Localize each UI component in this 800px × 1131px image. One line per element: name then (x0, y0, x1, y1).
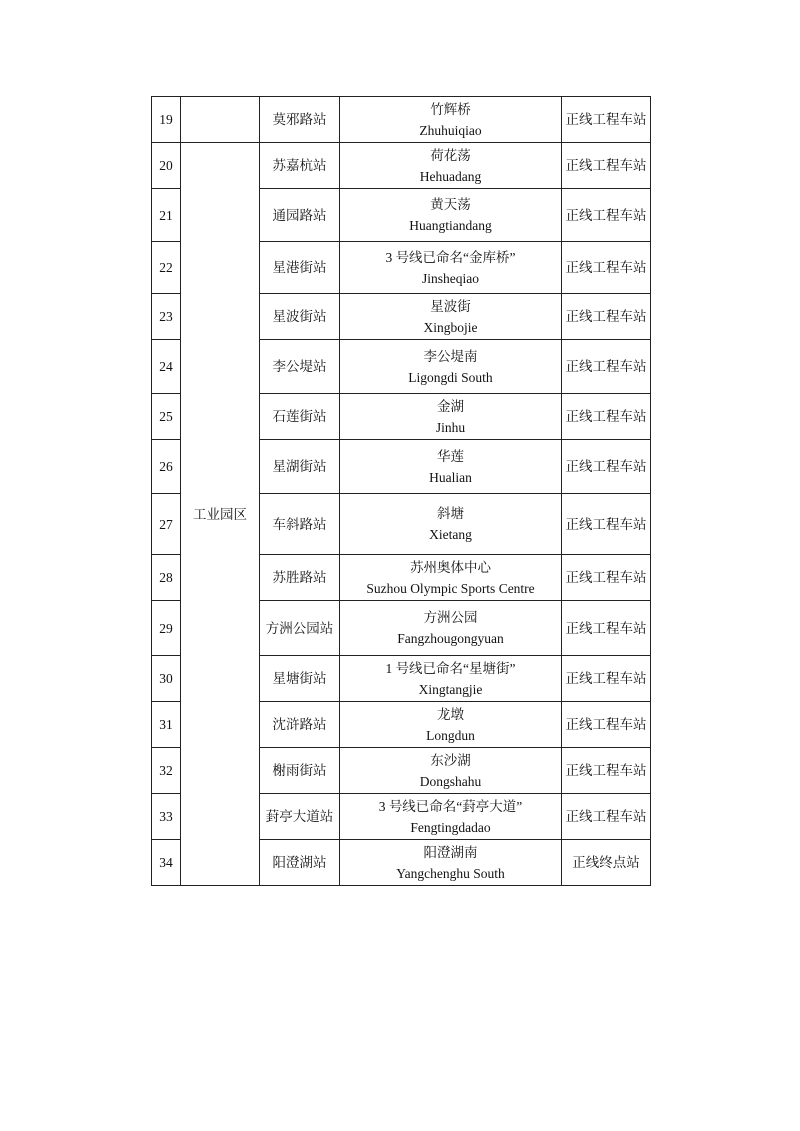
row-number: 22 (152, 242, 181, 294)
station-type: 正线工程车站 (562, 97, 651, 143)
station-name: 阳澄湖站 (260, 840, 340, 886)
area-cell-empty (181, 97, 260, 143)
note-chinese: 黄天荡 (430, 197, 471, 212)
row-number: 33 (152, 794, 181, 840)
station-note (340, 340, 562, 394)
row-number: 23 (152, 294, 181, 340)
station-note (340, 294, 562, 340)
station-name: 星湖街站 (260, 440, 340, 494)
note-chinese: 3 号线已命名“金库桥” (385, 249, 516, 265)
table-row (152, 143, 651, 189)
note-pinyin: Ligongdi South (408, 369, 493, 385)
station-type: 正线工程车站 (562, 189, 651, 242)
note-chinese: 3 号线已命名“葑亭大道” (378, 798, 523, 814)
station-type: 正线工程车站 (562, 601, 651, 656)
station-note (340, 143, 562, 189)
note-pinyin: Xingbojie (423, 319, 478, 335)
note-pinyin: Xingtangjie (418, 681, 483, 697)
note-pinyin: Huangtiandang (409, 218, 492, 233)
station-type: 正线工程车站 (562, 242, 651, 294)
note-chinese: 竹辉桥 (430, 101, 471, 117)
row-number: 29 (152, 601, 181, 656)
note-chinese: 苏州奥体中心 (410, 559, 491, 575)
row-number: 21 (152, 189, 181, 242)
row-number: 28 (152, 555, 181, 601)
station-type: 正线工程车站 (562, 748, 651, 794)
row-number: 32 (152, 748, 181, 794)
note-pinyin: Suzhou Olympic Sports Centre (366, 580, 535, 596)
row-number: 26 (152, 440, 181, 494)
station-note (340, 555, 562, 601)
note-pinyin: Jinhu (435, 419, 466, 435)
station-type: 正线工程车站 (562, 656, 651, 702)
note-pinyin: Fengtingdadao (410, 819, 491, 835)
station-note (340, 97, 562, 143)
station-note (340, 748, 562, 794)
station-name: 星港街站 (260, 242, 340, 294)
note-pinyin: Yangchenghu South (396, 865, 505, 881)
station-name: 星塘街站 (260, 656, 340, 702)
station-note (340, 440, 562, 494)
station-name: 通园路站 (260, 189, 340, 242)
note-pinyin: Hualian (429, 469, 472, 485)
note-pinyin: Hehuadang (419, 168, 482, 184)
station-name: 李公堤站 (260, 340, 340, 394)
station-note (340, 494, 562, 555)
station-name: 莫邪路站 (260, 97, 340, 143)
row-number: 25 (152, 394, 181, 440)
station-name: 苏胜路站 (260, 555, 340, 601)
note-chinese: 荷花荡 (430, 147, 471, 163)
row-number: 27 (152, 494, 181, 555)
note-chinese: 东沙湖 (430, 752, 471, 768)
station-type: 正线工程车站 (562, 394, 651, 440)
note-chinese: 华莲 (437, 448, 464, 464)
station-type: 正线工程车站 (562, 494, 651, 555)
station-name: 方洲公园站 (260, 601, 340, 656)
note-pinyin: Jinsheqiao (422, 270, 479, 286)
station-type: 正线工程车站 (562, 143, 651, 189)
station-note (340, 656, 562, 702)
station-name: 沈浒路站 (260, 702, 340, 748)
note-chinese: 龙墩 (437, 706, 464, 722)
note-chinese: 1 号线已命名“星塘街” (385, 660, 516, 676)
station-note (340, 601, 562, 656)
station-type: 正线工程车站 (562, 555, 651, 601)
station-table (151, 96, 651, 886)
note-pinyin: Dongshahu (419, 773, 482, 789)
station-note (340, 702, 562, 748)
station-name: 石莲街站 (260, 394, 340, 440)
station-note (340, 242, 562, 294)
note-chinese: 阳澄湖南 (423, 844, 478, 860)
station-type: 正线工程车站 (562, 440, 651, 494)
station-note (340, 189, 562, 242)
row-number: 20 (152, 143, 181, 189)
table-row (152, 97, 651, 143)
note-pinyin: Zhuhuiqiao (419, 122, 482, 138)
station-name: 星波街站 (260, 294, 340, 340)
row-number: 30 (152, 656, 181, 702)
station-type: 正线工程车站 (562, 702, 651, 748)
station-name: 苏嘉杭站 (260, 143, 340, 189)
station-type: 正线工程车站 (562, 340, 651, 394)
note-chinese: 李公堤南 (423, 348, 478, 364)
station-name: 车斜路站 (260, 494, 340, 555)
station-name: 葑亭大道站 (260, 794, 340, 840)
station-type: 正线终点站 (562, 840, 651, 886)
note-chinese: 金湖 (437, 398, 464, 414)
station-note (340, 394, 562, 440)
area-group-cell: 工业园区 (181, 143, 260, 886)
row-number: 24 (152, 340, 181, 394)
note-chinese: 斜塘 (437, 506, 464, 521)
station-name: 榭雨街站 (260, 748, 340, 794)
row-number: 34 (152, 840, 181, 886)
note-chinese: 方洲公园 (423, 610, 478, 625)
row-number: 19 (152, 97, 181, 143)
station-type: 正线工程车站 (562, 794, 651, 840)
row-number: 31 (152, 702, 181, 748)
station-note (340, 794, 562, 840)
note-pinyin: Xietang (429, 527, 472, 542)
station-type: 正线工程车站 (562, 294, 651, 340)
note-pinyin: Fangzhougongyuan (397, 631, 504, 646)
station-note (340, 840, 562, 886)
note-pinyin: Longdun (426, 727, 475, 743)
note-chinese: 星波街 (430, 298, 471, 314)
